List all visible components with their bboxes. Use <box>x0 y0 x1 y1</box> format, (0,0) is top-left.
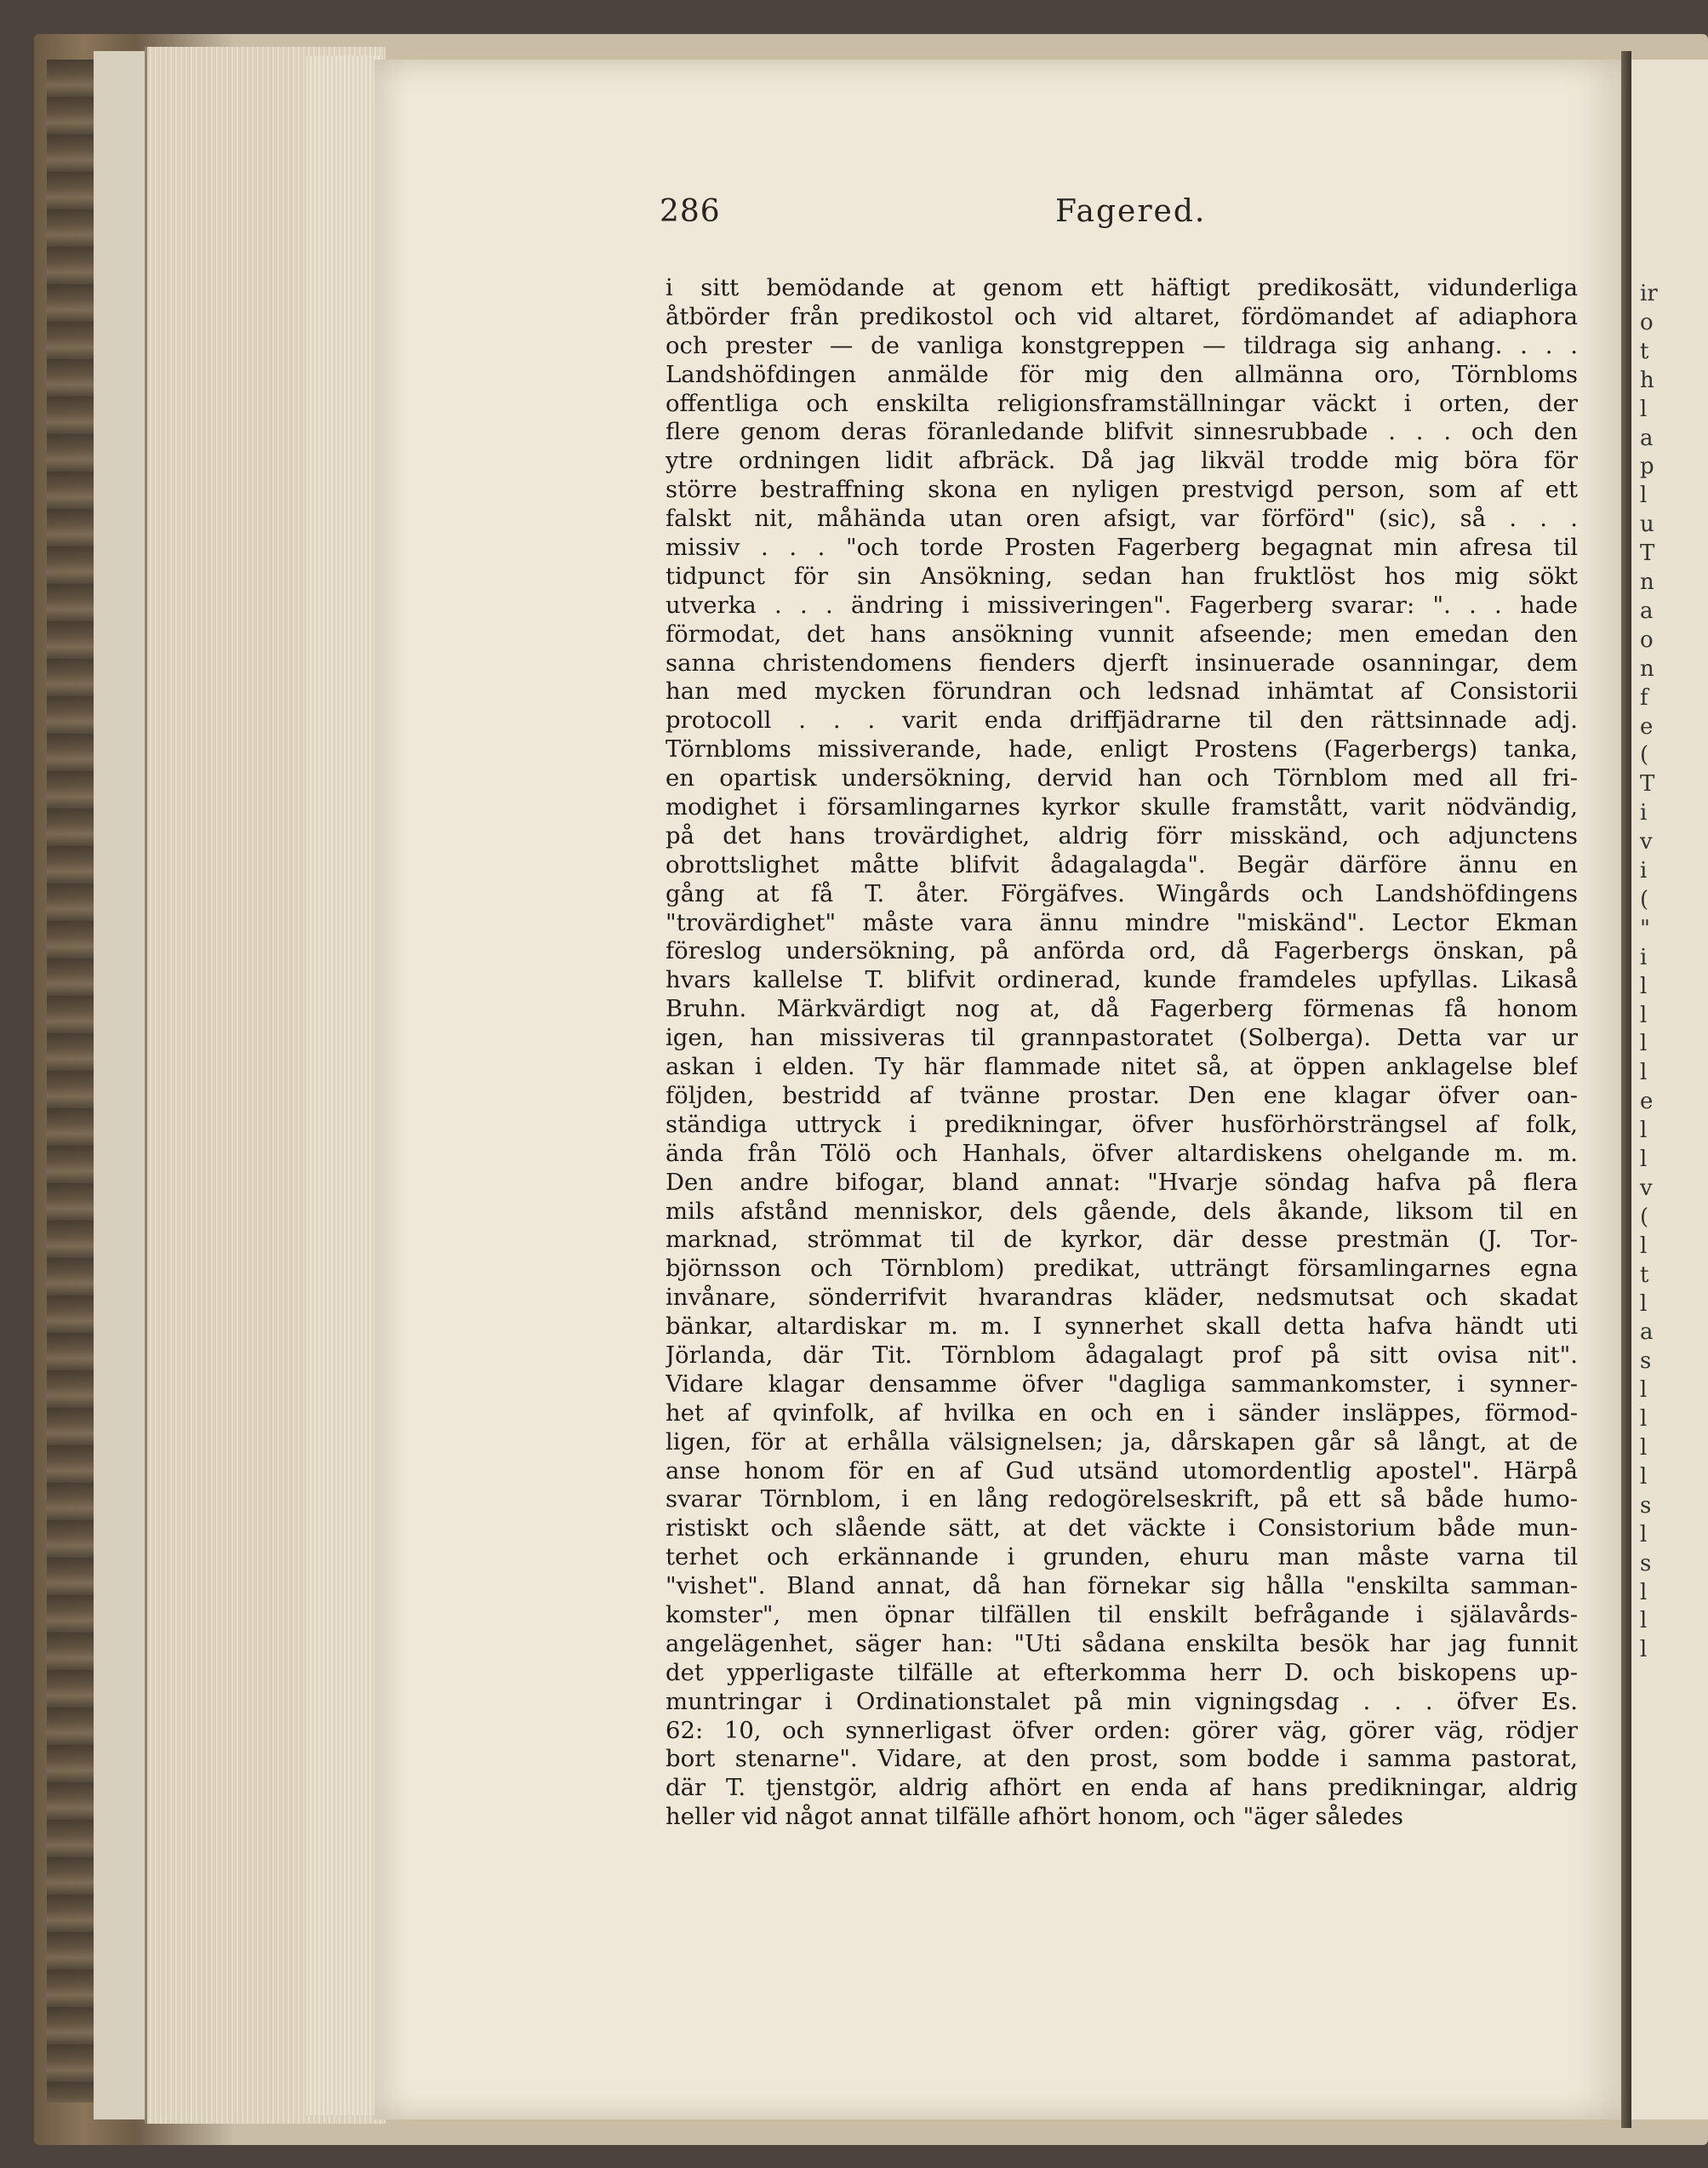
text-line: "vishet". Bland annat, då han förnekar sig hålla "enskilta samman- <box>665 1572 1578 1600</box>
facing-page-fragment: l <box>1640 1608 1648 1634</box>
facing-page-fragment: l <box>1640 1060 1648 1086</box>
facing-page-fragment: l <box>1640 1118 1648 1144</box>
text-line: askan i elden. Ty här flammade nitet så, at öppen anklagelse blef <box>665 1053 1578 1081</box>
facing-page-fragment: ( <box>1640 742 1649 769</box>
text-line: terhet och erkännande i grunden, ehuru man måste varna til <box>665 1543 1578 1571</box>
facing-page-fragment: l <box>1640 1031 1648 1057</box>
text-line: obrottslighet måtte blifvit ådagalagda". Begär därföre ännu en <box>665 850 1578 878</box>
text-line: förmodat, det hans ansökning vunnit afseende; men emedan den <box>665 620 1578 648</box>
text-line: det ypperligaste tilfälle at efterkomma herr D. och biskopens up- <box>665 1658 1578 1686</box>
facing-page-fragment: o <box>1640 309 1654 335</box>
facing-page-fragment: n <box>1640 655 1654 682</box>
text-line: muntringar i Ordinationstalet på min vigningsdag . . . öfver Es. <box>665 1687 1578 1715</box>
text-line: falskt nit, måhända utan oren afsigt, var förförd" (sic), så . . . <box>665 505 1578 533</box>
text-line: åtbörder från predikostol och vid altaret, fördömandet af adiaphora <box>665 302 1578 330</box>
facing-page-edge <box>1631 60 1708 2119</box>
text-line: bort stenarne". Vidare, at den prost, som bodde i samma pastorat, <box>665 1745 1578 1773</box>
facing-page-fragment: l <box>1640 1377 1648 1404</box>
text-line: en opartisk undersökning, dervid han och Törnblom med all fri- <box>665 764 1578 792</box>
page-number: 286 <box>660 194 721 229</box>
facing-page-fragment: l <box>1640 1233 1648 1259</box>
facing-page-fragment: ( <box>1640 886 1649 912</box>
facing-page-fragment: p <box>1640 454 1654 480</box>
text-line: anse honom för en af Gud utsänd utomordentlig apostel". Härpå <box>665 1456 1578 1484</box>
facing-page-fragment: i <box>1640 800 1648 827</box>
text-line: mils afstånd menniskor, dels gående, dels åkande, liksom til en <box>665 1197 1578 1225</box>
text-line: "trovärdighet" måste vara ännu mindre "miskänd". Lector Ekman <box>665 908 1578 936</box>
facing-page-fragment: l <box>1640 1406 1648 1433</box>
text-line: Vidare klagar densamme öfver "dagliga sammankomster, i synner- <box>665 1370 1578 1398</box>
facing-page-fragment: T <box>1640 771 1655 798</box>
text-line: sanna christendomens fienders djerft insinuerade osanningar, dem <box>665 649 1578 677</box>
facing-page-fragment: " <box>1640 915 1650 941</box>
text-line: protocoll . . . varit enda driffjädrarne til den rättsinnade adj. <box>665 706 1578 735</box>
facing-page-fragment: l <box>1640 973 1648 999</box>
facing-page-fragment: e <box>1640 713 1654 740</box>
text-line: 62: 10, och synnerligast öfver orden: görer väg, görer väg, rödjer <box>665 1716 1578 1744</box>
facing-page-fragment: s <box>1640 1492 1652 1519</box>
facing-page-fragment: T <box>1640 541 1655 567</box>
facing-page-fragment: l <box>1640 1521 1648 1547</box>
text-line: i sitt bemödande at genom ett häftigt predikosätt, vidunderliga <box>665 274 1578 301</box>
facing-page-fragment: o <box>1640 626 1654 653</box>
facing-page-fragment: h <box>1640 367 1654 393</box>
facing-page-fragment: l <box>1640 1002 1648 1028</box>
text-line: hvars kallelse T. blifvit ordinerad, kunde framdeles upfyllas. Likaså <box>665 966 1578 994</box>
page-edges-inner <box>306 55 383 2115</box>
text-line: offentliga och enskilta religionsframställningar väckt i orten, der <box>665 389 1578 417</box>
facing-page-fragment: v <box>1640 1175 1653 1201</box>
text-line: angelägenhet, säger han: "Uti sådana enskilta besök har jag funnit <box>665 1629 1578 1657</box>
text-line: Den andre bifogar, bland annat: "Hvarje söndag hafva på flera <box>665 1168 1578 1196</box>
text-line: heller vid något annat tilfälle afhört honom, och "äger således <box>665 1803 1403 1831</box>
text-line: svarar Törnblom, i en lång redogörelseskrift, på ett så både humo- <box>665 1485 1578 1513</box>
facing-page-fragment: s <box>1640 1550 1652 1576</box>
facing-page-fragment: i <box>1640 858 1648 884</box>
book-spine <box>47 60 94 2102</box>
facing-page-fragment: i <box>1640 944 1648 970</box>
text-line: föreslog undersökning, på anförda ord, då Fagerbergs önskan, på <box>665 937 1578 965</box>
text-line: ända från Tölö och Hanhals, öfver altardiskens ohelgande m. m. <box>665 1139 1578 1167</box>
facing-page-fragment: e <box>1640 1089 1654 1115</box>
facing-page-fragment: a <box>1640 598 1654 624</box>
facing-page-fragment: n <box>1640 569 1654 595</box>
text-line: het af qvinfolk, af hvilka en och en i sänder insläppes, förmod- <box>665 1399 1578 1427</box>
facing-page-fragment: s <box>1640 1348 1652 1375</box>
text-line: Törnbloms missiverande, hade, enligt Prostens (Fagerbergs) tanka, <box>665 735 1578 764</box>
text-line: ytre ordningen lidit afbräck. Då jag likväl trodde mig böra för <box>665 447 1578 475</box>
text-line: ständiga uttryck i predikningar, öfver husförhörsträngsel af folk, <box>665 1110 1578 1138</box>
text-line: tidpunct för sin Ansökning, sedan han fruktlöst hos mig sökt <box>665 562 1578 590</box>
text-line: följden, bestridd af tvänne prostar. Den ene klagar öfver oan- <box>665 1081 1578 1109</box>
body-text <box>665 274 1578 1832</box>
facing-page-fragment: l <box>1640 1147 1648 1172</box>
text-line: större bestraffning skona en nyligen prestvigd person, som af ett <box>665 476 1578 504</box>
facing-page-fragment: l <box>1640 483 1648 509</box>
facing-page-fragment: a <box>1640 1319 1654 1346</box>
text-line: Jörlanda, där Tit. Törnblom ådagalagt prof på sitt ovisa nit". <box>665 1341 1578 1369</box>
facing-page-fragment: l <box>1640 1637 1648 1663</box>
facing-page-fragment: t <box>1640 1261 1649 1288</box>
running-head <box>660 194 1207 235</box>
text-line: marknad, strömmat til de kyrkor, där desse prestmän (J. Tor- <box>665 1226 1578 1254</box>
text-line: bänkar, altardiskar m. m. I synnerhet skall detta hafva händt uti <box>665 1313 1578 1341</box>
facing-page-fragment: f <box>1640 684 1648 711</box>
text-line: utverka . . . ändring i missiveringen". Fagerberg svarar: ". . . hade <box>665 591 1578 619</box>
text-line: på det hans trovärdighet, aldrig förr misskänd, och adjunctens <box>665 821 1578 849</box>
text-line: Bruhn. Märkvärdigt nog at, då Fagerberg förmenas få honom <box>665 995 1578 1023</box>
facing-page-fragment: l <box>1640 1290 1648 1317</box>
text-line: och prester — de vanliga konstgreppen — tildraga sig anhang. . . . <box>665 331 1578 359</box>
facing-page-fragment: l <box>1640 1579 1648 1605</box>
text-line: komster", men öpnar tilfällen til enskilt befrågande i själavårds- <box>665 1600 1578 1628</box>
text-line: Landshöfdingen anmälde för mig den allmänna oro, Törnbloms <box>665 360 1578 388</box>
text-line: invånare, sönderrifvit hvarandras kläder, nedsmutsat och skadat <box>665 1284 1578 1312</box>
text-line: gång at få T. åter. Förgäfves. Wingårds och Landshöfdingens <box>665 879 1578 907</box>
facing-page-fragment: ir <box>1640 281 1658 306</box>
facing-page-fragment: ( <box>1640 1204 1649 1230</box>
text-line: där T. tjenstgör, aldrig afhört en enda af hans predikningar, aldrig <box>665 1774 1578 1802</box>
page-title: Fagered. <box>1055 194 1207 229</box>
text-line: modighet i församlingarnes kyrkor skulle framstått, varit nödvändig, <box>665 793 1578 821</box>
text-line: björnsson och Törnblom) predikat, utträngt församlingarnes egna <box>665 1255 1578 1283</box>
text-line: missiv . . . "och torde Prosten Fagerberg begagnat min afresa til <box>665 534 1578 562</box>
text-line: igen, han missiveras til grannpastoratet (Solberga). Detta var ur <box>665 1024 1578 1052</box>
facing-page-fragment: a <box>1640 425 1654 451</box>
facing-page-fragment: u <box>1640 512 1654 538</box>
text-line: ligen, för at erhålla välsignelsen; ja, dårskapen går så långt, at de <box>665 1427 1578 1456</box>
text-line: han med mycken förundran och ledsnad inhämtat af Consistorii <box>665 678 1578 706</box>
text-line: ristiskt och slående sätt, at det väckte i Consistorium både mun- <box>665 1514 1578 1542</box>
book-gutter <box>1621 51 1631 2128</box>
facing-page-fragment: l <box>1640 396 1648 422</box>
facing-page-fragment: l <box>1640 1435 1648 1461</box>
facing-page-fragment: l <box>1640 1463 1648 1490</box>
facing-page-fragment: v <box>1640 829 1653 855</box>
text-line: flere genom deras föranledande blifvit sinnesrubbade . . . och den <box>665 418 1578 446</box>
facing-page-fragment: t <box>1640 338 1649 364</box>
